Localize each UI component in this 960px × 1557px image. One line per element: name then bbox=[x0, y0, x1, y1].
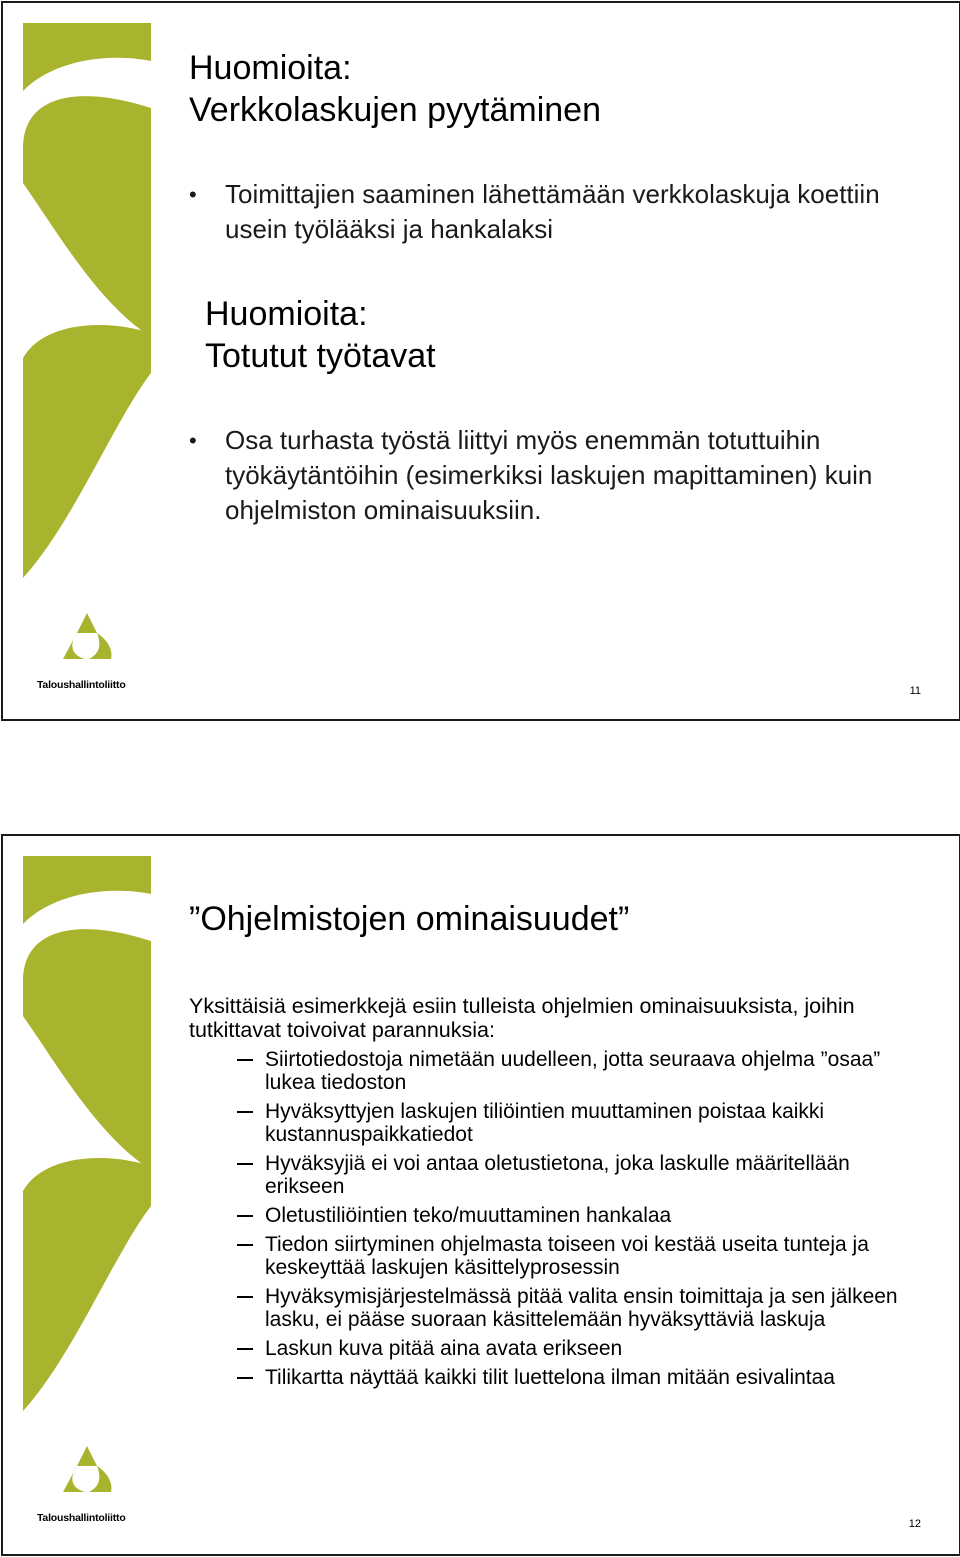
slide-12 bbox=[1, 834, 960, 1556]
bullet-list bbox=[189, 177, 889, 247]
taloushallintoliitto-logo-icon bbox=[57, 611, 117, 665]
page-number: 11 bbox=[909, 685, 921, 697]
slide-title: ”Ohjelmistojen ominaisuudet” bbox=[189, 900, 630, 938]
list-item: Laskun kuva pitää aina avata erikseen bbox=[189, 1337, 929, 1360]
list-item: Hyväksyjiä ei voi antaa oletustietona, joka laskulle määritellään erikseen bbox=[189, 1152, 929, 1198]
list-item: Hyväksymisjärjestelmässä pitää valita ensin toimittaja ja sen jälkeen lasku, ei pääse suoraan käsittelemään hyväksyttäviä laskuja bbox=[189, 1285, 929, 1331]
list-item: Siirtotiedostoja nimetään uudelleen, jotta seuraava ohjelma ”osaa” lukea tiedoston bbox=[189, 1048, 929, 1094]
bullet-list-2 bbox=[189, 423, 909, 528]
slide-subtitle: Huomioita: Totutut työtavat bbox=[205, 295, 436, 375]
list-item: Oletustiliöintien teko/muuttaminen hankalaa bbox=[189, 1204, 929, 1227]
logo-text: Taloushallintoliitto bbox=[37, 1512, 126, 1524]
logo-text: Taloushallintoliitto bbox=[37, 679, 126, 691]
improvement-list bbox=[189, 1048, 929, 1395]
intro-text: Yksittäisiä esimerkkejä esiin tulleista ohjelmien ominaisuuksista, joihin tutkittavat toivoivat parannuksia: bbox=[189, 994, 855, 1042]
taloushallintoliitto-logo-icon bbox=[57, 1444, 117, 1498]
slide-title: Huomioita: Verkkolaskujen pyytäminen bbox=[189, 49, 602, 129]
bullet-item: • Osa turhasta työstä liittyi myös enemmän totuttuihin työkäytäntöihin (esimerkiksi laskujen mapittaminen) kuin ohjelmiston ominaisuuksiin. bbox=[189, 423, 909, 528]
logo bbox=[37, 1444, 137, 1524]
list-item: Hyväksyttyjen laskujen tiliöintien muuttaminen poistaa kaikki kustannuspaikkatiedot bbox=[189, 1100, 929, 1146]
logo bbox=[37, 611, 137, 691]
page-number: 12 bbox=[908, 1518, 921, 1530]
list-item: Tiedon siirtyminen ohjelmasta toiseen voi kestää useita tunteja ja keskeyttää laskujen käsittelyprosessin bbox=[189, 1233, 929, 1279]
list-item: Tilikartta näyttää kaikki tilit luettelona ilman mitään esivalintaa bbox=[189, 1366, 929, 1389]
bullet-item: • Toimittajien saaminen lähettämään verkkolaskuja koettiin usein työlääksi ja hankalaksi bbox=[189, 177, 889, 247]
slide-11 bbox=[1, 1, 960, 721]
